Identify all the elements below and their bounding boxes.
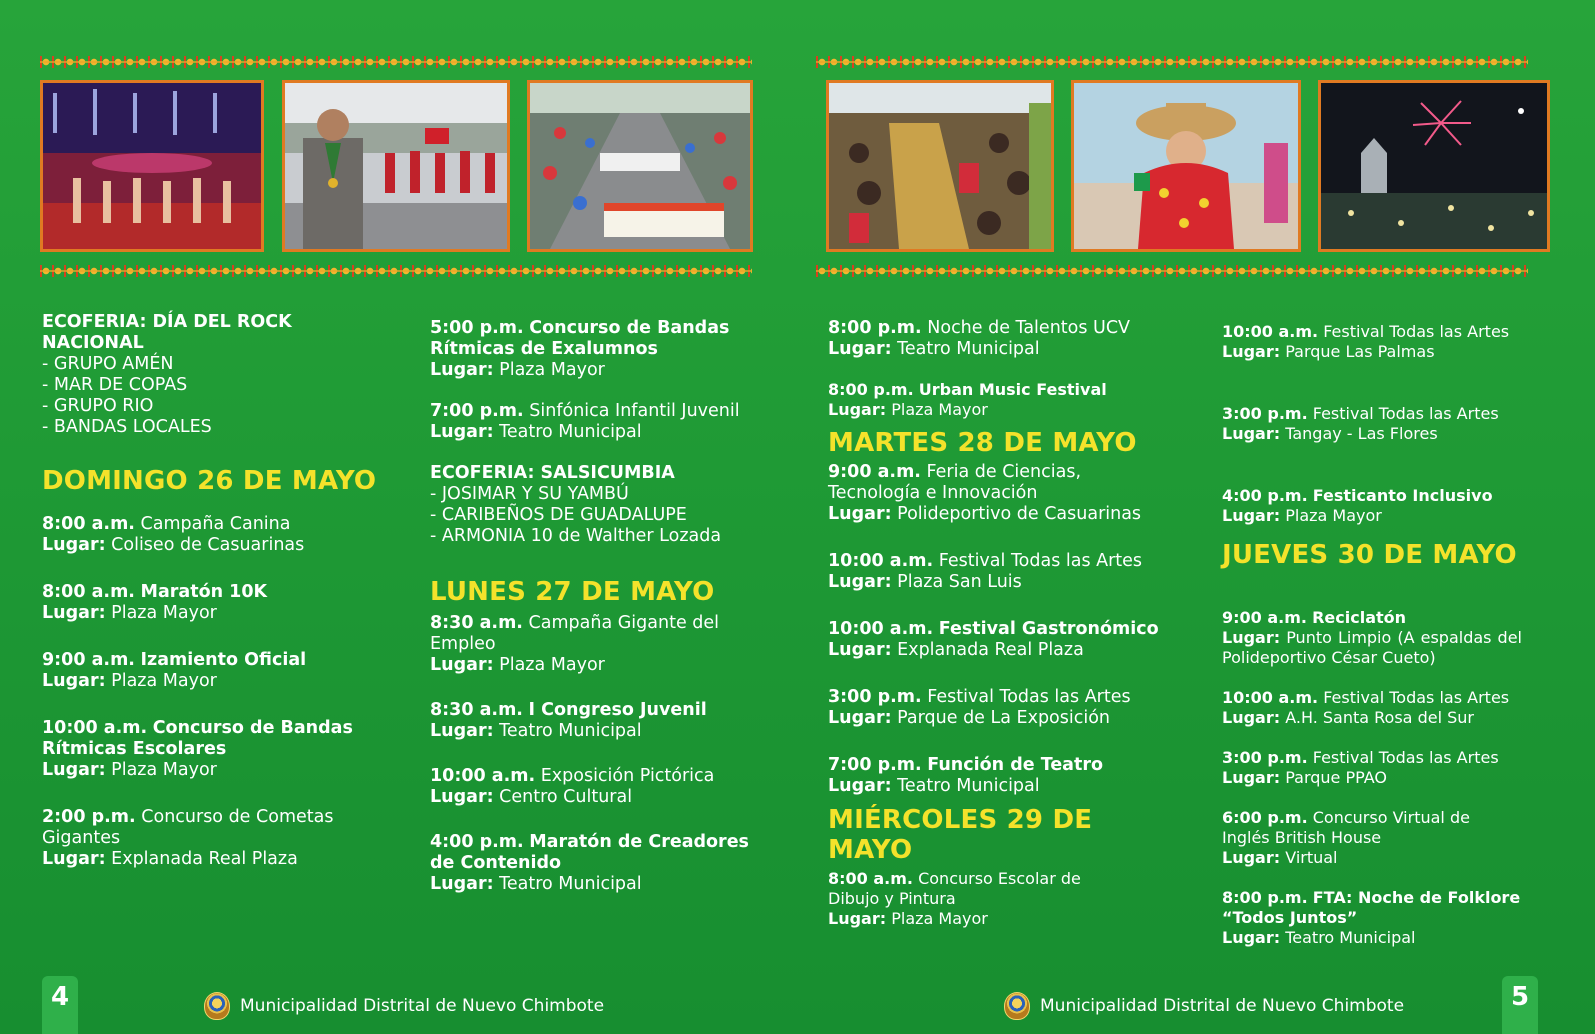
band-item: - GRUPO RIO [42,396,154,416]
event [42,718,362,781]
place-label: Lugar: [430,655,494,675]
event [1222,404,1532,444]
photo-fireworks [1318,80,1550,252]
event-place: Plaza Mayor [499,360,605,380]
place-label: Lugar: [1222,928,1281,947]
event-place: Plaza San Luis [897,572,1022,592]
column-3 [828,318,1178,929]
place-label: Lugar: [42,535,106,555]
place-label: Lugar: [828,776,892,796]
day-heading-martes: MARTES 28 DE MAYO [828,428,1137,458]
event-place: Parque Las Palmas [1285,342,1435,361]
event-time: 10:00 a.m. [828,619,934,639]
event-title: I Congreso Juvenil [528,700,707,720]
place-label: Lugar: [430,787,494,807]
place-label: Lugar: [828,640,892,660]
event-place: Teatro Municipal [499,721,642,741]
event [828,619,1178,661]
place-label: Lugar: [430,721,494,741]
event [828,755,1178,797]
event-place: Plaza Mayor [891,400,988,419]
event-title: Maratón de Creadores de Contenido [430,832,749,873]
event-place: Explanada Real Plaza [111,849,298,869]
event-place: Polideportivo de Casuarinas [897,504,1142,524]
place-label: Lugar: [828,708,892,728]
event-place: Punto Limpio (A espaldas del Polideportivo César Cueto) [1222,628,1522,667]
page-number-left: 4 [42,976,78,1034]
band-item: - JOSIMAR Y SU YAMBÚ [430,484,629,504]
event [1222,486,1532,526]
event-time: 6:00 p.m. [1222,808,1308,827]
event-place: Centro Cultural [499,787,633,807]
place-label: Lugar: [828,339,892,359]
event [430,318,760,381]
event-time: 3:00 p.m. [1222,404,1308,423]
event-title: Sinfónica Infantil Juvenil [529,401,740,421]
place-label: Lugar: [430,422,494,442]
event-time: 10:00 a.m. [1222,322,1319,341]
event-time: 9:00 a.m. [1222,608,1307,627]
event-title: Maratón 10K [140,582,268,602]
decorative-border-bottom-right [816,265,1528,277]
event [1222,322,1532,362]
event-title: Reciclatón [1312,608,1407,627]
footer-right [1004,992,1404,1020]
event-title: Campaña Canina [140,514,291,534]
event [430,700,780,742]
event-title: Festival Todas las Artes [927,687,1131,707]
ecoferia-salsicumbia-title: ECOFERIA: SALSICUMBIA [430,463,675,483]
event [42,514,382,556]
event-time: 9:00 a.m. [828,462,921,482]
event [1222,888,1522,948]
event-title: Concurso Virtual de Inglés British House [1222,808,1470,847]
column-4 [1222,322,1532,948]
event-time: 10:00 a.m. [828,551,934,571]
event-title: Festicanto Inclusivo [1312,486,1493,505]
event-place: Tangay - Las Flores [1285,424,1438,443]
event [1222,688,1532,728]
event-title: Festival Todas las Artes [1323,688,1510,707]
event-time: 5:00 p.m. [430,318,524,338]
event-title: Feria de Ciencias, Tecnología e Innovación [828,462,1082,503]
event-title: Urban Music Festival [918,380,1107,399]
event-place: Plaza Mayor [891,909,988,928]
photo-concert-stage [40,80,264,252]
event-place: Teatro Municipal [897,339,1040,359]
event-time: 8:00 p.m. [828,380,914,399]
event-place: Plaza Mayor [111,671,217,691]
place-label: Lugar: [430,874,494,894]
event-title: Concurso de Bandas Rítmicas Escolares [42,718,353,759]
event-time: 3:00 p.m. [1222,748,1308,767]
event-title: Festival Todas las Artes [1312,748,1499,767]
place-label: Lugar: [828,400,887,419]
place-label: Lugar: [42,760,106,780]
event-time: 9:00 a.m. [42,650,135,670]
place-label: Lugar: [1222,628,1281,647]
band-item: - ARMONIA 10 de Walther Lozada [430,526,722,546]
event-time: 8:00 a.m. [828,869,913,888]
place-label: Lugar: [430,360,494,380]
event-place: Plaza Mayor [1285,506,1382,525]
event-place: Coliseo de Casuarinas [111,535,305,555]
event-title: Exposición Pictórica [540,766,715,786]
event-title: Festival Todas las Artes [938,551,1143,571]
event-title: Función de Teatro [927,755,1104,775]
event-place: Plaza Mayor [499,655,605,675]
event-title: Festival Todas las Artes [1312,404,1499,423]
band-item: - MAR DE COPAS [42,375,188,395]
page-number-right: 5 [1502,976,1538,1034]
place-label: Lugar: [42,603,106,623]
event [828,462,1168,525]
event-time: 10:00 a.m. [1222,688,1319,707]
event-place: Plaza Mayor [111,760,217,780]
event-title: Izamiento Oficial [140,650,307,670]
event [430,766,780,808]
event-title: Festival Gastronómico [938,619,1159,639]
band-item: - BANDAS LOCALES [42,417,212,437]
event-place: Parque de La Exposición [897,708,1111,728]
event-time: 3:00 p.m. [828,687,922,707]
decorative-border-top-left [40,56,752,68]
event-time: 4:00 p.m. [430,832,524,852]
place-label: Lugar: [828,504,892,524]
decorative-border-top-right [816,56,1528,68]
event-place: Teatro Municipal [499,422,642,442]
event-time: 8:30 a.m. [430,700,523,720]
place-label: Lugar: [1222,708,1281,727]
event-time: 10:00 a.m. [42,718,148,738]
event [828,551,1178,593]
decorative-border-bottom-left [40,265,752,277]
event-title: Noche de Talentos UCV [927,318,1131,338]
place-label: Lugar: [1222,848,1281,867]
event-time: 7:00 p.m. [430,401,524,421]
place-label: Lugar: [828,909,887,928]
event [430,401,780,443]
day-heading-domingo: DOMINGO 26 DE MAYO [42,466,377,496]
event-place: Virtual [1285,848,1338,867]
event [828,380,1178,420]
event-time: 8:30 a.m. [430,613,523,633]
event-place: A.H. Santa Rosa del Sur [1285,708,1474,727]
event [828,318,1178,360]
event-time: 10:00 a.m. [430,766,536,786]
event [430,613,750,676]
event [828,687,1178,729]
event-title: FTA: Noche de Folklore “Todos Juntos” [1222,888,1521,927]
event-place: Teatro Municipal [897,776,1040,796]
event-place: Plaza Mayor [111,603,217,623]
band-list [42,354,382,438]
footer-left [204,992,604,1020]
event-title: Concurso de Bandas Rítmicas de Exalumnos [430,318,730,359]
event-title: Festival Todas las Artes [1323,322,1510,341]
event-time: 8:00 p.m. [828,318,922,338]
event-place: Parque PPAO [1285,768,1388,787]
band-item: - CARIBEÑOS DE GUADALUPE [430,505,687,525]
photo-food-festival [826,80,1054,252]
column-2 [430,318,780,895]
band-list [430,484,780,547]
day-heading-jueves: JUEVES 30 DE MAYO [1222,540,1517,570]
event [42,807,362,870]
place-label: Lugar: [42,671,106,691]
event [1222,608,1522,668]
municipal-seal-icon [1004,992,1030,1020]
day-heading-miercoles: MIÉRCOLES 29 DE MAYO [828,805,1093,865]
event [42,582,382,624]
event-place: Teatro Municipal [499,874,642,894]
event-time: 8:00 a.m. [42,514,135,534]
event [1222,748,1532,788]
day-heading-lunes: LUNES 27 DE MAYO [430,577,715,607]
place-label: Lugar: [1222,506,1281,525]
event [1222,808,1492,868]
event-title: Campaña Gigante del Empleo [430,613,720,654]
place-label: Lugar: [42,849,106,869]
event [430,832,750,895]
photo-folk-dancer [1071,80,1301,252]
event [828,869,1108,929]
footer-text: Municipalidad Distrital de Nuevo Chimbote [1040,996,1405,1016]
event-time: 4:00 p.m. [1222,486,1308,505]
ecoferia-rock-title: ECOFERIA: DÍA DEL ROCK NACIONAL [42,312,292,353]
event-time: 8:00 a.m. [42,582,135,602]
place-label: Lugar: [1222,424,1281,443]
event-time: 2:00 p.m. [42,807,136,827]
column-1 [42,312,382,870]
place-label: Lugar: [1222,342,1281,361]
band-item: - GRUPO AMÉN [42,354,174,374]
event-title: Concurso Escolar de Dibujo y Pintura [828,869,1081,908]
photo-street-march [527,80,753,252]
event-title: Concurso de Cometas Gigantes [42,807,334,848]
place-label: Lugar: [828,572,892,592]
footer-text: Municipalidad Distrital de Nuevo Chimbote [240,996,605,1016]
event-time: 7:00 p.m. [828,755,922,775]
event-time: 8:00 p.m. [1222,888,1308,907]
event [42,650,382,692]
place-label: Lugar: [1222,768,1281,787]
photo-mayor-parade [282,80,510,252]
event-place: Teatro Municipal [1285,928,1416,947]
municipal-seal-icon [204,992,230,1020]
event-place: Explanada Real Plaza [897,640,1084,660]
